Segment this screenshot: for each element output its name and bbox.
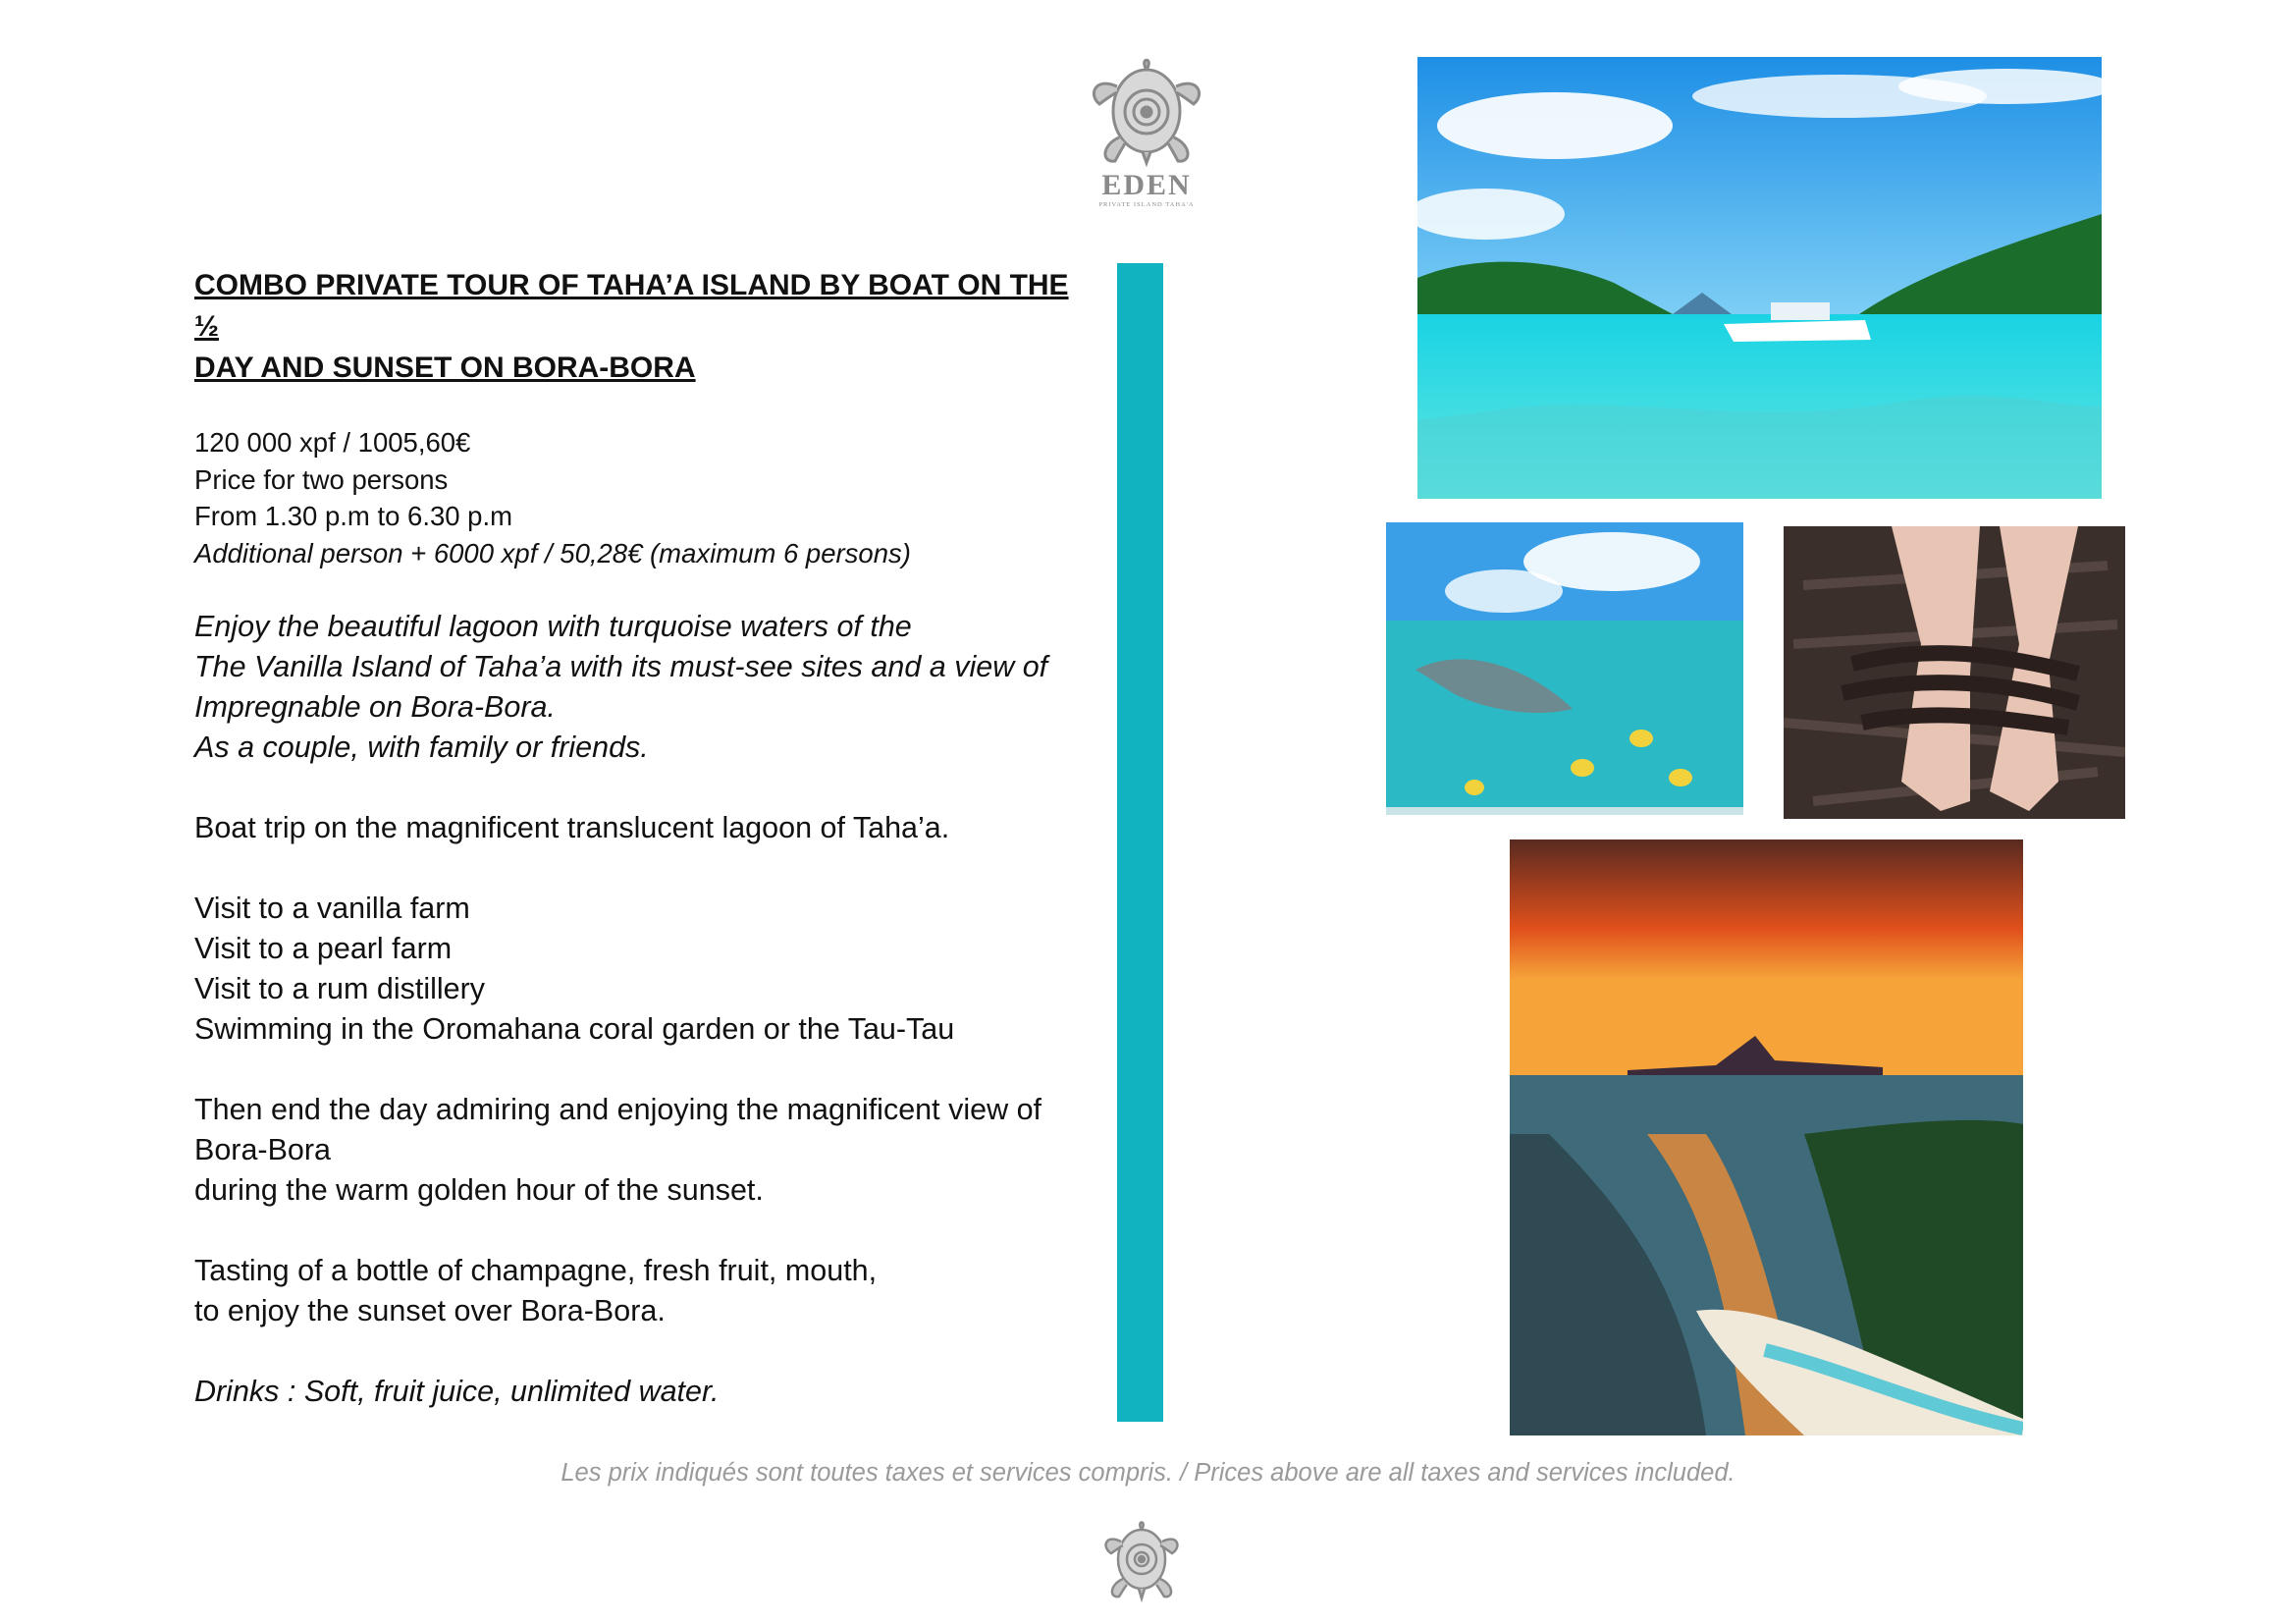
tasting-line: to enjoy the sunset over Bora-Bora. [194, 1294, 666, 1327]
eden-logo [1078, 47, 1215, 219]
turtle-logo-icon [1078, 47, 1215, 219]
price-info [194, 424, 1078, 571]
intro-line: Impregnable on Bora-Bora. [194, 690, 556, 724]
intro-line: As a couple, with family or friends. [194, 731, 649, 764]
vanilla-pods-photo [1784, 526, 2125, 819]
tasting-line: Tasting of a bottle of champagne, fresh fruit, mouth, [194, 1254, 878, 1287]
tour-hours: From 1.30 p.m to 6.30 p.m [194, 501, 513, 531]
drinks-line: Drinks : Soft, fruit juice, unlimited water. [194, 1375, 720, 1408]
lagoon-boat-photo [1417, 57, 2102, 499]
visit-item: Swimming in the Oromahana coral garden or the Tau-Tau [194, 1012, 955, 1046]
visits-list [194, 889, 1078, 1050]
stingray-fish-photo [1386, 522, 1743, 815]
sunset-bora-bora-photo [1510, 839, 2023, 1435]
logo-tagline: PRIVATE ISLAND TAHA'A [1098, 201, 1195, 208]
sunset-paragraph [194, 1090, 1078, 1211]
visit-item: Visit to a pearl farm [194, 932, 453, 965]
tasting-paragraph [194, 1251, 1078, 1331]
price-note: Price for two persons [194, 463, 449, 495]
boat-trip-paragraph [194, 808, 1078, 848]
drinks-paragraph [194, 1372, 1078, 1412]
sunset-line: during the warm golden hour of the sunset. [194, 1173, 764, 1207]
accent-divider-bar [1117, 263, 1163, 1422]
logo-wordmark: EDEN [1101, 169, 1192, 201]
footer-logo [1097, 1510, 1186, 1608]
tour-title-line-1: COMBO PRIVATE TOUR OF TAHA’A ISLAND BY BOAT ON THE ½ [194, 269, 1069, 343]
tour-title [194, 265, 1078, 389]
price: 120 000 xpf / 1005,60€ [194, 427, 471, 458]
visit-item: Visit to a rum distillery [194, 972, 486, 1005]
tour-description [194, 265, 1078, 1452]
additional-person-price: Additional person + 6000 xpf / 50,28€ (maximum 6 persons) [194, 537, 911, 568]
sunset-line: Then end the day admiring and enjoying the magnificent view of [194, 1093, 1042, 1126]
sunset-line: Bora-Bora [194, 1133, 332, 1166]
intro-line: The Vanilla Island of Taha’a with its must-see sites and a view of [194, 650, 1048, 683]
price-disclaimer: Les prix indiqués sont toutes taxes et services compris. / Prices above are all taxes and services included. [561, 1459, 1735, 1487]
visit-item: Visit to a vanilla farm [194, 892, 470, 925]
boat-trip-line: Boat trip on the magnificent translucent lagoon of Taha’a. [194, 811, 950, 844]
tour-title-line-2: DAY AND SUNSET ON BORA-BORA [194, 352, 696, 384]
intro-paragraph [194, 607, 1078, 768]
intro-line: Enjoy the beautiful lagoon with turquoise waters of the [194, 610, 912, 643]
turtle-logo-icon [1097, 1510, 1186, 1608]
